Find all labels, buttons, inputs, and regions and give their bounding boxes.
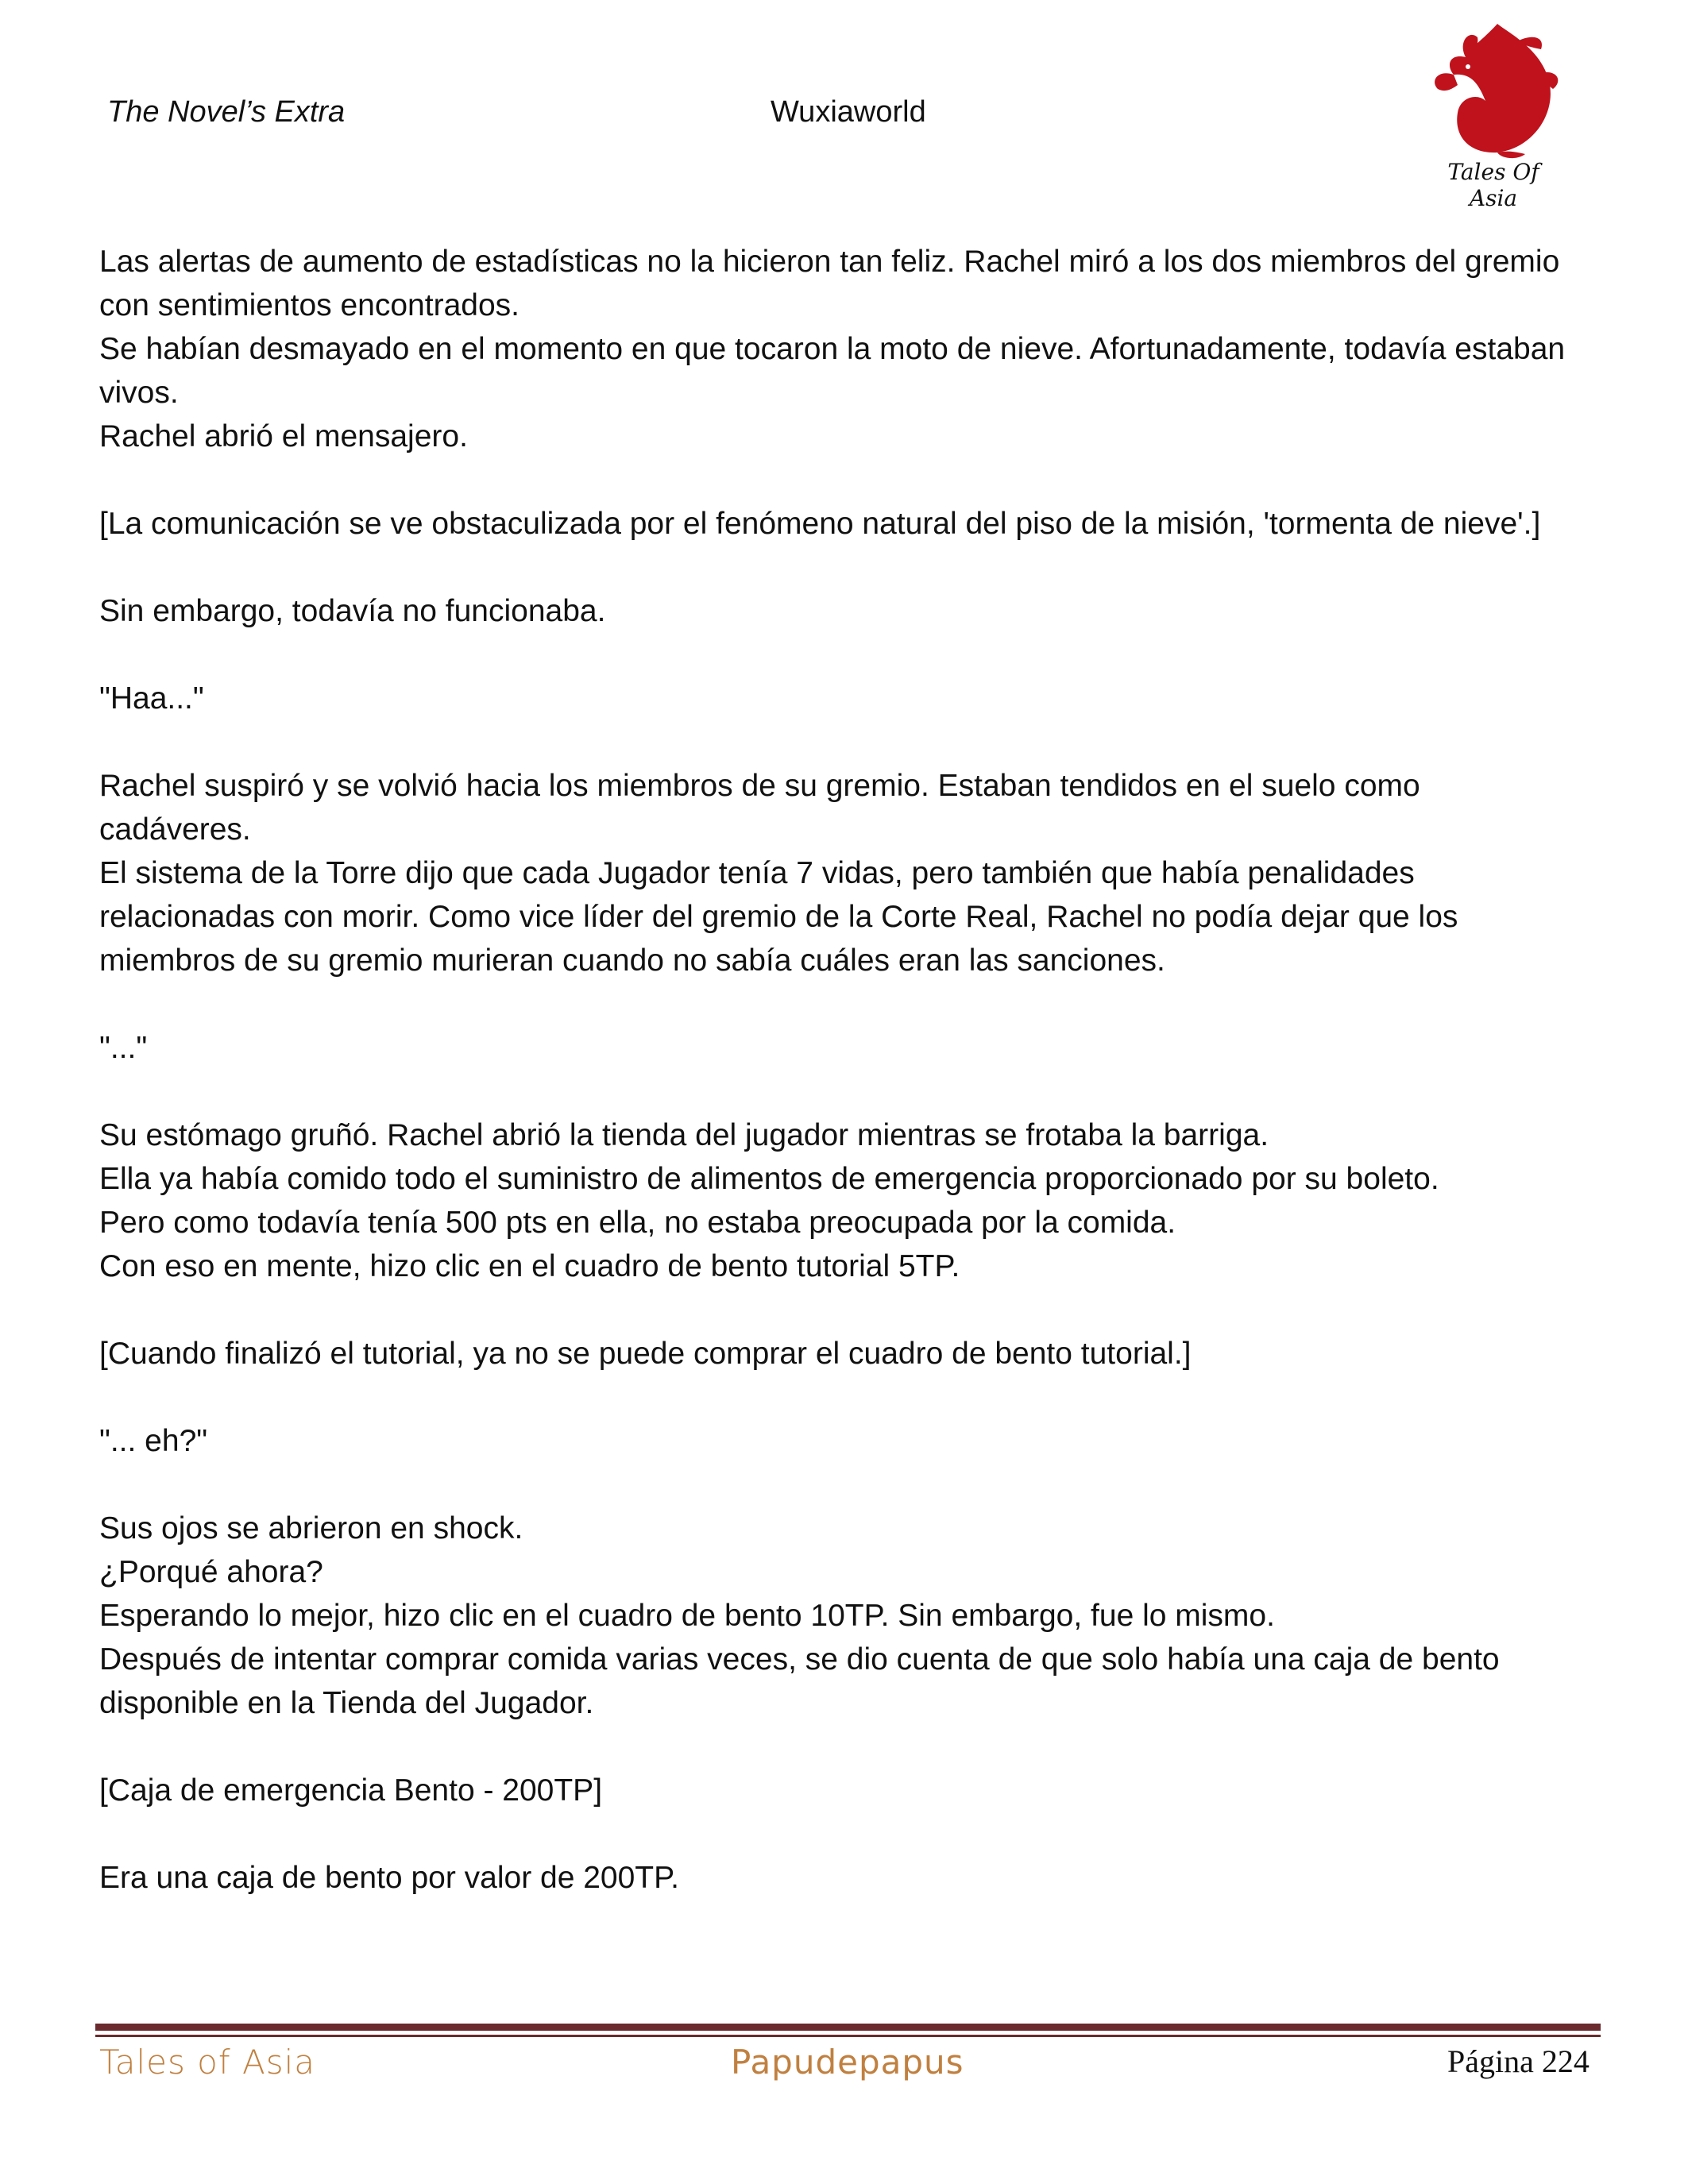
paragraph: Sin embargo, todavía no funcionaba.	[99, 594, 606, 628]
paragraph: ¿Porqué ahora?	[99, 1555, 323, 1589]
header-novel-title: The Novel’s Extra	[107, 95, 346, 129]
paragraph: Su estómago gruñó. Rachel abrió la tienda del jugador mientras se frotaba la barriga.	[99, 1118, 1269, 1152]
tales-of-asia-logo	[1422, 17, 1565, 211]
paragraph: Sus ojos se abrieron en shock.	[99, 1511, 523, 1545]
paragraph: Se habían desmayado en el momento en que tocaron la moto de nieve. Afortunadamente, todavía estaban vivos.	[99, 332, 1566, 410]
paragraph: Rachel suspiró y se volvió hacia los miembros de su gremio. Estaban tendidos en el suelo como cadáveres.	[99, 769, 1420, 847]
paragraph: Con eso en mente, hizo clic en el cuadro de bento tutorial 5TP.	[99, 1249, 960, 1283]
paragraph: Pero como todavía tenía 500 pts en ella, no estaba preocupada por la comida.	[99, 1206, 1176, 1240]
paragraph: El sistema de la Torre dijo que cada Jugador tenía 7 vidas, pero también que había penalidades relacionadas con morir. Como vice líder del gremio de la Corte Real, Rachel no podía dejar que los miembros de su gremio murieran cuando no sabía cuáles eran las sanciones.	[99, 856, 1458, 978]
logo-text: Tales Of Asia	[1447, 159, 1539, 211]
paragraph: [La comunicación se ve obstaculizada por el fenómeno natural del piso de la misión, 'tormenta de nieve'.]	[99, 507, 1541, 541]
chapter-body	[99, 240, 1577, 1900]
footer-divider	[95, 2024, 1601, 2031]
paragraph: Las alertas de aumento de estadísticas no la hicieron tan feliz. Rachel miró a los dos miembros del gremio con sentimientos encontrados.	[99, 245, 1560, 322]
paragraph: "Haa..."	[99, 681, 204, 716]
page-number: Página 224	[1447, 2043, 1590, 2079]
paragraph: [Caja de emergencia Bento - 200TP]	[99, 1773, 603, 1808]
paragraph: [Cuando finalizó el tutorial, ya no se puede comprar el cuadro de bento tutorial.]	[99, 1337, 1192, 1371]
paragraph: Esperando lo mejor, hizo clic en el cuadro de bento 10TP. Sin embargo, fue lo mismo.	[99, 1599, 1275, 1633]
paragraph: "..."	[99, 1031, 148, 1065]
paragraph: Ella ya había comido todo el suministro de alimentos de emergencia proporcionado por su boleto.	[99, 1162, 1439, 1196]
paragraph: Rachel abrió el mensajero.	[99, 419, 468, 453]
header-site-name: Wuxiaworld	[771, 95, 926, 129]
paragraph: Era una caja de bento por valor de 200TP.	[99, 1861, 679, 1895]
footer-translator: Papudepapus	[731, 2043, 964, 2082]
paragraph: Después de intentar comprar comida varias veces, se dio cuenta de que solo había una caja de bento disponible en la Tienda del Jugador.	[99, 1642, 1500, 1720]
dragon-icon	[1422, 17, 1565, 160]
footer-site-name: Tales of Asia	[99, 2043, 316, 2082]
footer-divider-thin	[95, 2035, 1601, 2037]
paragraph: "... eh?"	[99, 1424, 208, 1458]
